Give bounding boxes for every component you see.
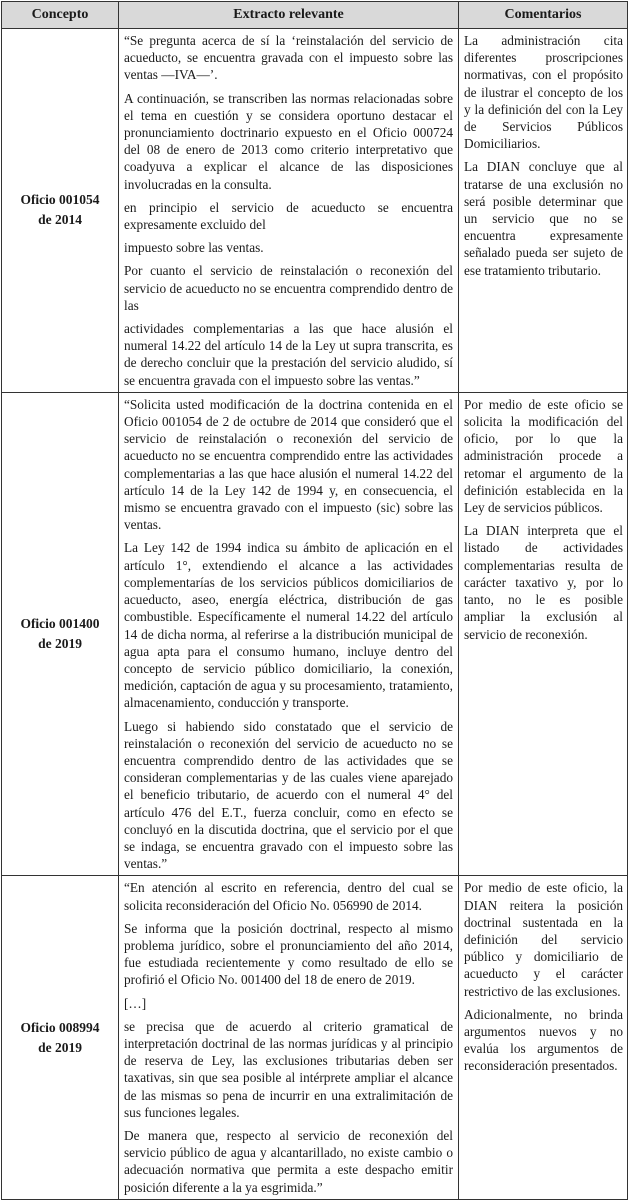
extract-paragraph: Luego si habiendo sido constatado que el servicio de reinstalación o reconexión del servicio de acueducto no se encuentra comprendido dentro de las actividades que se consideran complementarias y de las cuales viene aparejado el beneficio tributario, de acuerdo con el numeral 4° del artículo 476 del E.T., fuerza concluir, como en efecto se concluyó en la discutida doctrina, que el servicio por el que se indaga, se encuentra gravado con el impuesto sobre las ventas.” (124, 718, 453, 872)
extract-paragraph: se precisa que de acuerdo al criterio gramatical de interpretación doctrinal de las normas jurídicas y al principio de reserva de Ley, las exclusiones tributarias deben ser taxativas, sin que sea posible al intérprete ampliar el alcance de las mismas so pena de incurrir en una extralimitación de sus funciones legales. (124, 1018, 453, 1120)
concept-cell (2, 392, 119, 875)
header-comments: Comentarios (459, 2, 628, 29)
concept-title: Oficio 001400 (20, 616, 100, 632)
comment-paragraph: Adicionalmente, no brinda argumentos nuevos y no evalúa los argumentos de reconsideración presentados. (464, 1006, 623, 1074)
concept-title: Oficio 001054 (20, 192, 100, 208)
extract-paragraph: impuesto sobre las ventas. (124, 240, 264, 256)
comment-cell (459, 876, 628, 1199)
comment-paragraph: Por medio de este oficio se solicita la modificación del oficio, por lo que la administración procede a retomar el argumento de la definición establecida en la Ley de servicios públicos. (464, 396, 623, 516)
extract-paragraph: […] (124, 995, 147, 1011)
extract-cell (119, 876, 459, 1199)
table-header (2, 2, 628, 29)
comment-cell (459, 29, 628, 393)
header-concept: Concepto (2, 2, 119, 29)
table-row (2, 29, 628, 393)
extract-paragraph: De manera que, respecto al servicio de reconexión del servicio público de agua y alcantarillado, no existe cambio o adecuación normativa que permita a este despacho emitir posición diferente a la ya esgrimida.” (124, 1127, 453, 1195)
header-extract: Extracto relevante (119, 2, 459, 29)
table-row (2, 392, 628, 875)
extract-paragraph: La Ley 142 de 1994 indica su ámbito de aplicación en el artículo 1°, extendiendo el alcance a las actividades complementarías de los servicios públicos domiciliarios de acueducto, aseo, energía eléctrica, distribución de gas combustible. Específicamente el numeral 14.22 del artículo 14 de dicha norma, al referirse a la distribución municipal de agua apta para el consumo humano, incluye dentro del concepto de servicio público domiciliario, la conexión, medición, captación de agua y su procesamiento, tratamiento, almacenamiento, conducción y transporte. (124, 540, 453, 711)
extract-paragraph: en principio el servicio de acueducto se encuentra expresamente excluido del (124, 199, 453, 233)
comment-paragraph: Por medio de este oficio, la DIAN reitera la posición doctrinal sustentada en la definición del servicio público y domiciliario de acueducto y el carácter restrictivo de las exclusiones. (464, 880, 623, 999)
doctrine-comparison-table (1, 1, 628, 1200)
extract-paragraph: “Se pregunta acerca de sí la ‘reinstalación del servicio de acueducto, se encuentra gravada con el impuesto sobre las ventas —IVA—’. (124, 33, 453, 83)
comment-cell (459, 392, 628, 875)
concept-cell (2, 876, 119, 1199)
concept-year: de 2014 (38, 212, 82, 228)
table-row (2, 876, 628, 1199)
comment-paragraph: La DIAN interpreta que el listado de actividades complementarias resulta de carácter taxativo y, por lo tanto, no le es posible ampliar la exclusión al servicio de reconexión. (464, 523, 623, 642)
concept-year: de 2019 (38, 1039, 82, 1055)
concept-cell (2, 29, 119, 393)
concept-year: de 2019 (38, 636, 82, 652)
header-row (2, 2, 628, 29)
extract-paragraph: actividades complementarias a las que hace alusión el numeral 14.22 del artículo 14 de la Ley ut supra transcrita, es de derecho concluir que la prestación del servicio aludido, sí se encuentra gravada con el impuesto sobre las ventas.” (124, 321, 453, 388)
concept-title: Oficio 008994 (20, 1019, 100, 1035)
extract-paragraph: A continuación, se transcriben las normas relacionadas sobre el tema en cuestión y se considera oportuno destacar el pronunciamiento doctrinario expuesto en el Oficio 000724 del 08 de enero de 2013 como criterio interpretativo que coadyuva a explicar el alcance de las disposiciones involucradas en la consulta. (124, 90, 453, 192)
comment-paragraph: La administración cita diferentes proscripciones normativas, con el propósito de ilustrar el concepto de los y la definición del con la Ley de Servicios Públicos Domiciliarios. (464, 33, 623, 152)
extract-cell (119, 29, 459, 393)
extract-paragraph: Por cuanto el servicio de reinstalación o reconexión del servicio de acueducto no se encuentra comprendido dentro de las (124, 263, 453, 313)
extract-paragraph: Se informa que la posición doctrinal, respecto al mismo problema jurídico, sobre el pronunciamiento del año 2014, fue estudiada recientemente y como resultado de ello se profirió el Oficio No. 001400 del 18 de enero de 2019. (124, 920, 453, 988)
extract-cell (119, 392, 459, 875)
extract-paragraph: “Solicita usted modificación de la doctrina contenida en el Oficio 001054 de 2 de octubre de 2014 que consideró que el servicio de reinstalación o reconexión del servicio de acueducto no se encuentra comprendido entre las actividades complementarias a las que hace alusión el numeral 14.22 del artículo 14 de la Ley 142 de 1994 y, en consecuencia, el mismo se encuentra gravado con el impuesto (sic) sobre las ventas. (124, 396, 453, 533)
extract-paragraph: “En atención al escrito en referencia, dentro del cual se solicita reconsideración del Oficio No. 056990 de 2014. (124, 880, 453, 913)
comment-paragraph: La DIAN concluye que al tratarse de una exclusión no será posible determinar que un servicio que no se encuentra expresamente señalado pueda ser sujeto de ese tratamiento tributario. (464, 159, 623, 278)
